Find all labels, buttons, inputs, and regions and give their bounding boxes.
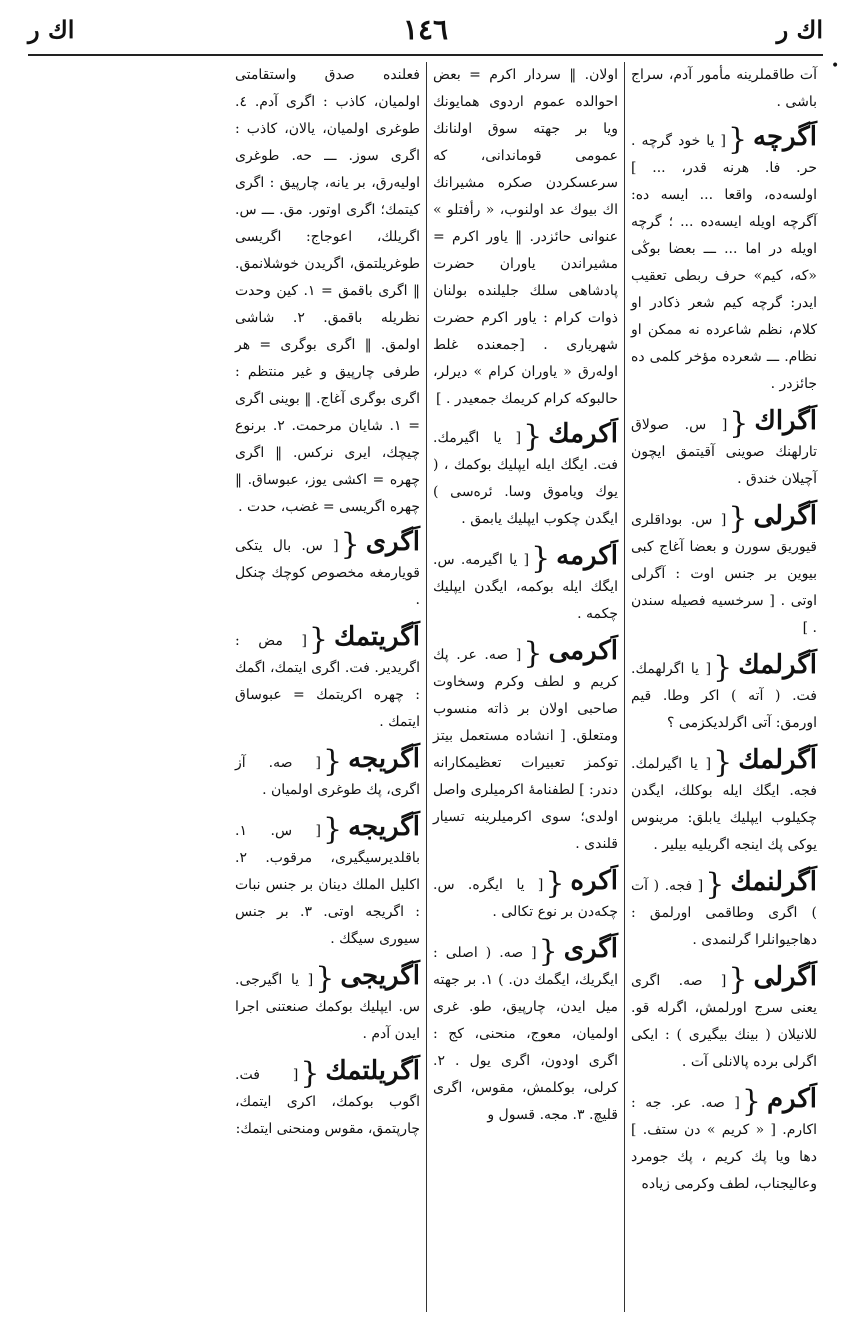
entry-headword: اَگريجى bbox=[340, 961, 420, 991]
entry-definition: [ س. بال يتكى قويارمغه مخصوص كوچك چنكل . bbox=[235, 538, 420, 608]
column-middle bbox=[427, 62, 625, 1312]
dictionary-entry bbox=[631, 499, 817, 642]
entry-definition: [ س. ١. باقلديرسيگيرى، مرقوب. ٢. اكليل الملك دينان بر جنس نبات : اگريجه اوتى. ٣. بر جنس سيورى سيگك . bbox=[235, 823, 421, 947]
brace-icon: { bbox=[729, 406, 749, 441]
entry-continuation bbox=[631, 62, 817, 116]
entry-headword: اَگرلمك bbox=[738, 745, 817, 775]
header-left-word: اك ر bbox=[28, 14, 75, 44]
entry-headword: اَكرمى bbox=[548, 636, 618, 666]
entry-definition: [ يا خود گرچه . حر. فا. هرنه قدر، ... ] اولسه‌ده، واقعا ... ايسه ده: آگرچه اويله ايسه‌ده ... ؛ گرچه اويله در اما ... ـــ بعضا بوڭى «كه، كيم» حرف ربطى تعقيب ايدر: گرچه كيم شعر ذكادر او كلام، نظم شاعرده نه ممكن او نظام. ـــ شعرده مؤخر كلمى ده جائزدر . bbox=[631, 133, 817, 392]
dictionary-entry bbox=[235, 620, 420, 736]
entry-headword: اَكرم bbox=[766, 1084, 817, 1114]
dictionary-entry bbox=[631, 865, 817, 954]
entry-headword: اَگرلى bbox=[753, 501, 817, 531]
entry-definition: [ فت. اگوب بوكمك، اكرى ايتمك، چارپتمق، مقوس ومنحنى ايتمك: bbox=[235, 1067, 420, 1137]
brace-icon: { bbox=[713, 650, 733, 685]
entry-definition: [ يا اگيرلمك. فجه. ايگك ايله بوكلك، ايگدن چكيلوب ايپليك يابلق: مرينوس يوكى پك اينجه اگريليه بيلير . bbox=[631, 756, 817, 853]
entry-continuation bbox=[235, 62, 420, 521]
brace-icon: { bbox=[300, 1056, 320, 1091]
column-left bbox=[229, 62, 427, 1312]
brace-icon: { bbox=[323, 812, 343, 847]
entry-definition: [ يا ايگره. س. چكه‌دن بر نوع تكالى . bbox=[433, 877, 618, 920]
brace-icon: { bbox=[523, 636, 543, 671]
brace-icon: { bbox=[538, 934, 558, 969]
dictionary-entry bbox=[235, 1054, 420, 1143]
brace-icon: { bbox=[741, 1084, 761, 1119]
entry-definition: [ صه. آز اگرى، پك طوغرى اولميان . bbox=[235, 755, 420, 798]
brace-icon: { bbox=[308, 622, 329, 657]
dictionary-entry bbox=[235, 742, 420, 804]
entry-headword: اَگرلنمك bbox=[730, 867, 817, 897]
brace-icon: { bbox=[545, 866, 565, 901]
entry-definition: [ يا اگيرمه. س. ايگك ايله بوكمه، ايگدن ايپليك چكمه . bbox=[433, 552, 618, 622]
entry-definition: [ يا اگرلهمك. فت. ( آته ) اكر وطا. قيم اورمق: آتى اگرلديكزمى ؟ bbox=[631, 661, 817, 731]
brace-icon: { bbox=[713, 745, 733, 780]
entry-headword: اَكرمه bbox=[556, 541, 618, 571]
dictionary-entry bbox=[631, 404, 817, 493]
dictionary-entry bbox=[433, 932, 618, 1129]
dictionary-entry bbox=[631, 743, 817, 859]
entry-headword: اَكره bbox=[570, 866, 618, 896]
dictionary-entry bbox=[631, 648, 817, 737]
brace-icon: { bbox=[523, 419, 543, 454]
page-number: ١٤٦ bbox=[402, 12, 449, 46]
brace-icon: { bbox=[323, 744, 343, 779]
brace-icon: { bbox=[728, 962, 748, 997]
entry-headword: اَگرلمك bbox=[738, 650, 817, 680]
brace-icon: { bbox=[728, 501, 748, 536]
dictionary-entry bbox=[433, 417, 618, 533]
entry-headword: اَگريجه bbox=[348, 812, 420, 842]
entry-definition: [ مض : اگريدير. فت. اگرى ايتمك، اگمك : چهره اكريتمك = عبوساق ايتمك . bbox=[235, 633, 420, 730]
entry-headword: اَگرى bbox=[365, 527, 420, 557]
entry-definition: [ صه. ( اصلى : ايگريك، ايگمك دن. ) ١. بر جهته ميل ايدن، چارپيق، طو. غرى اولميان، معوج، منحنى، كج : اگرى اودون، اگرى يول . ٢. كرلى، بوكلمش، مقوس، اگرى قليچ. ٣. مجه. قسول و bbox=[433, 945, 618, 1123]
entry-definition: [ صه. عر. جه : اكارم. [ « كريم » دن ستف. ] دها ويا پك كريم ، پك جومرد وعاليجناب، لطف وكرمى زياده bbox=[631, 1095, 817, 1192]
entry-definition: [ س. بوداقلرى قيوريق سورن و بعضا آغاج كبى بيوين بر جنس اوت : آگرلى اوتى . [ سرخسيه فصيله سندن . ] bbox=[631, 512, 817, 636]
entry-definition: [ صه. عر. پك كريم و لطف وكرم وسخاوت صاحبى اولان بر ذاته منسوب ومتعلق. [ انشاده مستعمل بيتز توكمز تعبيرات تعظيمكارانه دندر: ] لطفنامۀ اكرميلرى واصل اولدى؛ سوى اكرميلرينه تسيار قلندى . bbox=[432, 647, 618, 852]
dictionary-entry bbox=[433, 539, 618, 628]
entry-definition: [ يا اگيرجى. س. ايپليك بوكمك صنعتنى اجرا ايدن آدم . bbox=[235, 972, 420, 1042]
entry-headword: اَگريلتمك bbox=[325, 1056, 420, 1086]
entry-definition: [ فجه. ( آت ) اگرى وطاقمى اورلمق : دهاجيوانلرا گرلنمدى . bbox=[631, 878, 817, 948]
entry-headword: اَگرلى bbox=[753, 962, 817, 992]
dictionary-entry bbox=[235, 959, 420, 1048]
brace-icon: { bbox=[531, 541, 551, 576]
entry-headword: اَگريجه bbox=[348, 744, 420, 774]
margin-bullet: • bbox=[831, 58, 840, 74]
brace-icon: { bbox=[727, 122, 748, 157]
dictionary-entry bbox=[235, 525, 420, 614]
dictionary-entry bbox=[631, 960, 817, 1076]
dictionary-entry bbox=[235, 810, 420, 953]
entry-headword: اَگرى bbox=[563, 934, 618, 964]
entry-continuation bbox=[433, 62, 618, 413]
dictionary-entry bbox=[631, 120, 817, 398]
brace-icon: { bbox=[705, 867, 725, 902]
entry-definition: اولان. ‖ سردار اكرم = بعض احوالده عموم اردوى همايونك ويا بر جهته سوق اولنانك عمومى قوماندانى، كه سرعسكردن صكره مشيرانك اك بيوك عد اولنوب، « رأفتلو » عنوانى حائزدر. ‖ ياور اكرم = مشيراندن ياوران حضرت پادشاهى سلك جليلنده بولنان ذوات كرام : ياور اكرم حضرت شهريارى . [جمعنده غلط اولەرق « ياوران كرام » ديرلر، حالبوكه كرام كريمك جمعيدر . ] bbox=[433, 67, 618, 407]
entry-definition: آت طاقملرينه مأمور آدم، سراج باشى . bbox=[631, 67, 817, 110]
header-rule bbox=[28, 54, 823, 56]
dictionary-entry bbox=[433, 864, 618, 926]
brace-icon: { bbox=[340, 527, 360, 562]
entry-definition: [ صه. اگرى يعنى سرج اورلمش، اگرله قو. للانيلان ( بينك بيگيرى ) : ايكى اگرلى برده پالانلى آت . bbox=[631, 973, 817, 1070]
entry-headword: اَگرچه bbox=[753, 122, 817, 152]
page-header bbox=[28, 6, 823, 52]
entry-headword: اَگراك bbox=[754, 406, 817, 436]
brace-icon: { bbox=[315, 961, 335, 996]
header-right-word: اك ر bbox=[776, 14, 823, 44]
column-right bbox=[625, 62, 823, 1312]
entry-columns bbox=[28, 62, 823, 1312]
entry-definition: [ س. صولاق تارلهنك صوينى آقيتمق ايچون آچيلان خندق . bbox=[631, 417, 817, 487]
entry-headword: اَگريتمك bbox=[334, 622, 420, 652]
dictionary-entry bbox=[631, 1082, 817, 1198]
dictionary-entry bbox=[433, 634, 618, 858]
entry-definition: فعلنده صدق واستقامتى اولميان، كاذب : اگرى آدم. ٤. طوغرى اولميان، يالان، كاذب : اگرى سوز. ـــ حه. طوغرى اوليه‌رق، بر يانه، چارپيق : اگرى كيتمك؛ اگرى اوتور. مق. ـــ س. اگريلك، اعوجاج: اگريسى طوغريلتمق، اگريدن خوشلانمق. ‖ اگرى باقمق = ١. كين وحدت نظريله باقمق. ٢. شاشى اولمق. ‖ اگرى بوگرى = هر طرفى چارپيق و غير منتظم : اگرى بوگرى آغاج. ‖ بوينى اگرى = ١. شايان مرحمت. ٢. برنوع چيچك، ايرى نركس. ‖ اگرى چهره = اكشى يوز، عبوساق. ‖ چهره اگريسى = غضب، حدت . bbox=[235, 67, 420, 515]
entry-headword: اَكرمك bbox=[548, 419, 618, 449]
entry-definition: [ يا اگيرمك. فت. ايگك ايله ايپليك بوكمك ، ( يوك وياموق وسا. ئرەسى ) ايگدن چكوب ايپليك يابمق . bbox=[433, 430, 618, 527]
